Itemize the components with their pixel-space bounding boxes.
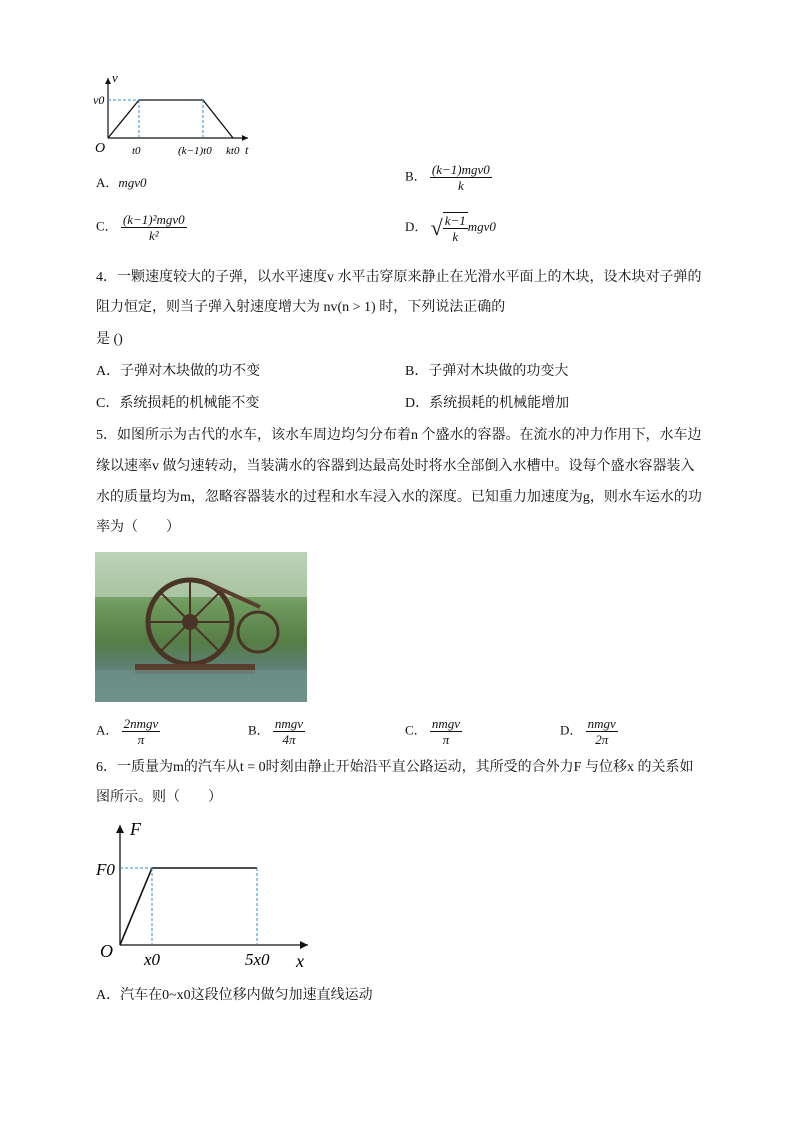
- vt-y-tick: v0: [93, 93, 105, 107]
- fx-x-tick-1: x0: [144, 950, 161, 969]
- q5-option-a[interactable]: A． $\frac{\text{2nmgv}}{\pi}$: [96, 716, 159, 747]
- q4-line-3: 是 (): [96, 332, 123, 347]
- q4-line-1: 4．一颗速度较大的子弹，以水平速度v 水平击穿原来静止在光滑水平面上的木块，设木块对子弹的: [96, 270, 702, 285]
- water-wheel-photo: [95, 552, 307, 702]
- radical-sign-icon: √: [430, 215, 443, 240]
- q5-option-c[interactable]: C． $\frac{\text{nmgv}}{\pi}$: [405, 716, 461, 747]
- q5-option-d[interactable]: D． $\frac{\text{nmgv}}{2\pi}$: [560, 716, 616, 747]
- fx-y-tick: F0: [96, 860, 115, 879]
- q3-option-b[interactable]: B． $\frac{\text{(k−1)mgv0}}{k}$: [405, 162, 490, 193]
- q5-line-1: 5．如图所示为古代的水车，该水车周边均匀分布着n 个盛水的容器。在流水的冲力作用下，水车边: [96, 428, 702, 443]
- fx-x-tick-2: 5x0: [245, 950, 270, 969]
- q3-option-a[interactable]: A．mgv0: [96, 175, 147, 190]
- q6-option-a[interactable]: A．汽车在0~x0这段位移内做匀加速直线运动: [96, 988, 373, 1003]
- fx-origin: O: [100, 941, 113, 961]
- q3-option-d[interactable]: D． √ $\frac{k-1}{k}$ mgv0: [405, 213, 496, 244]
- vt-origin: O: [95, 141, 106, 156]
- q6-line-2: 图所示。则（ ）: [96, 790, 222, 805]
- vt-x-tick-3: kt0: [226, 145, 240, 157]
- water-wheel-icon: [95, 552, 307, 702]
- vt-x-label: t: [245, 143, 249, 157]
- q4-line-2: 阻力恒定，则当子弹入射速度增大为 nv(n > 1) 时，下列说法正确的: [96, 300, 506, 315]
- q5-line-4: 率为（ ）: [96, 520, 180, 535]
- force-displacement-graph: [90, 815, 320, 975]
- q4-option-a[interactable]: A．子弹对木块做的功不变: [96, 364, 261, 379]
- q5-line-2: 缘以速率v 做匀速转动，当装满水的容器到达最高处时将水全部倒入水槽中。设每个盛水容器装入: [96, 459, 695, 474]
- q5-option-b[interactable]: B． $\frac{\text{nmgv}}{4\pi}$: [248, 716, 304, 747]
- q6-line-1: 6．一质量为m的汽车从t = 0时刻由静止开始沿平直公路运动，其所受的合外力F 与位移x 的关系如: [96, 760, 694, 775]
- fx-y-label: F: [130, 819, 141, 839]
- vt-x-tick-1: t0: [132, 145, 141, 157]
- vt-y-label: v: [112, 70, 118, 85]
- q4-option-c[interactable]: C．系统损耗的机械能不变: [96, 396, 260, 411]
- q3-option-c[interactable]: C． $\frac{\text{(k−1)²mgv0}}{\text{k²}}$: [96, 212, 185, 243]
- q4-option-d[interactable]: D．系统损耗的机械能增加: [405, 396, 570, 411]
- fx-x-label: x: [296, 951, 304, 971]
- q4-option-b[interactable]: B．子弹对木块做的功变大: [405, 364, 569, 379]
- velocity-time-graph: [88, 70, 268, 160]
- q5-line-3: 水的质量均为m，忽略容器装水的过程和水车浸入水的深度。已知重力加速度为g，则水车运水的功: [96, 490, 702, 505]
- vt-x-tick-2: (k−1)t0: [178, 145, 212, 157]
